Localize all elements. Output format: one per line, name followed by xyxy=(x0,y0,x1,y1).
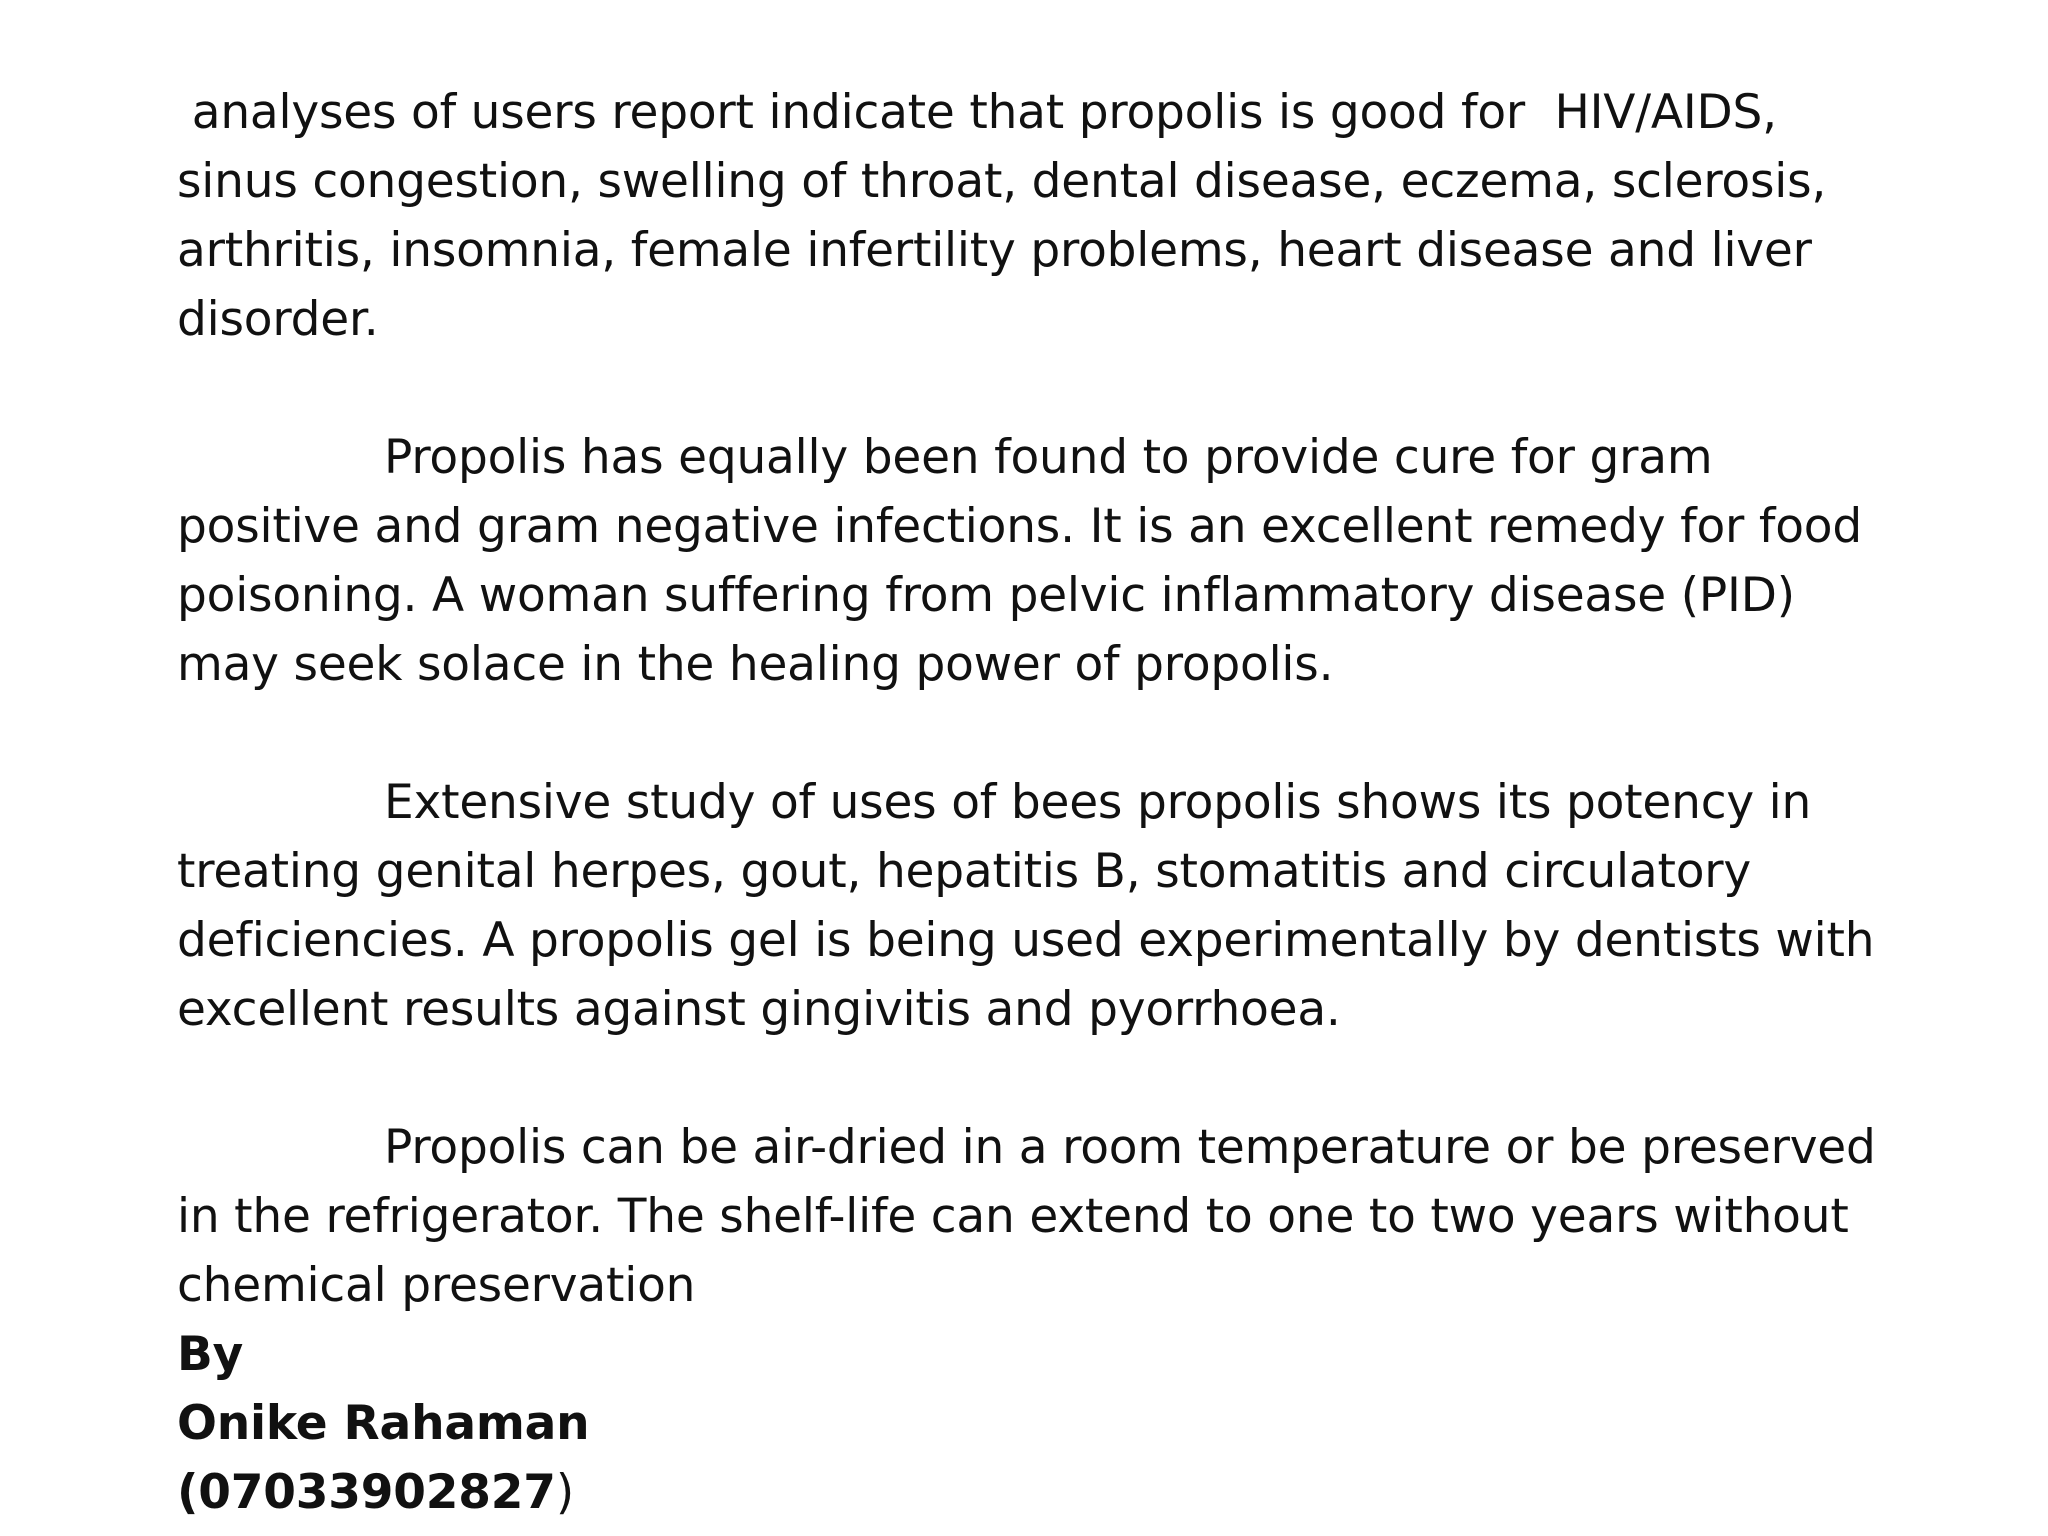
paragraph-preservation xyxy=(177,1113,1897,1320)
text-line: treating genital herpes, gout, hepatitis B, stomatitis and circulatory xyxy=(177,844,1752,899)
text-line: disorder. xyxy=(177,292,379,347)
paragraph-study xyxy=(177,768,1897,1044)
author-phone xyxy=(177,1458,1897,1527)
paragraph-gap xyxy=(177,699,1897,768)
author-signature xyxy=(177,1320,1897,1527)
text-line: in the refrigerator. The shelf-life can extend to one to two years without xyxy=(177,1189,1849,1244)
text-line: may seek solace in the healing power of propolis. xyxy=(177,637,1334,692)
text-line: deficiencies. A propolis gel is being used experimentally by dentists with xyxy=(177,913,1875,968)
text-line: chemical preservation xyxy=(177,1258,696,1313)
paragraph-gap xyxy=(177,1044,1897,1113)
text-line: arthritis, insomnia, female infertility problems, heart disease and liver xyxy=(177,223,1812,278)
author-phone-close: ) xyxy=(555,1465,574,1520)
text-line: poisoning. A woman suffering from pelvic inflammatory disease (PID) xyxy=(177,568,1795,623)
article-body xyxy=(177,78,1897,1527)
text-line: Extensive study of uses of bees propolis shows its potency in xyxy=(384,775,1812,830)
paragraph-gap xyxy=(177,354,1897,423)
text-line: Propolis has equally been found to provide cure for gram xyxy=(384,430,1713,485)
author-phone-number: (07033902827 xyxy=(177,1465,556,1520)
author-name: Onike Rahaman xyxy=(177,1396,590,1451)
text-line: sinus congestion, swelling of throat, dental disease, eczema, sclerosis, xyxy=(177,154,1827,209)
text-line: analyses of users report indicate that propolis is good for HIV/AIDS, xyxy=(177,85,1777,140)
text-line: Propolis can be air-dried in a room temperature or be preserved xyxy=(384,1120,1876,1175)
text-line: excellent results against gingivitis and pyorrhoea. xyxy=(177,982,1341,1037)
paragraph-uses xyxy=(177,78,1897,354)
paragraph-infections xyxy=(177,423,1897,699)
text-line: positive and gram negative infections. It is an excellent remedy for food xyxy=(177,499,1862,554)
signature-by: By xyxy=(177,1327,244,1382)
